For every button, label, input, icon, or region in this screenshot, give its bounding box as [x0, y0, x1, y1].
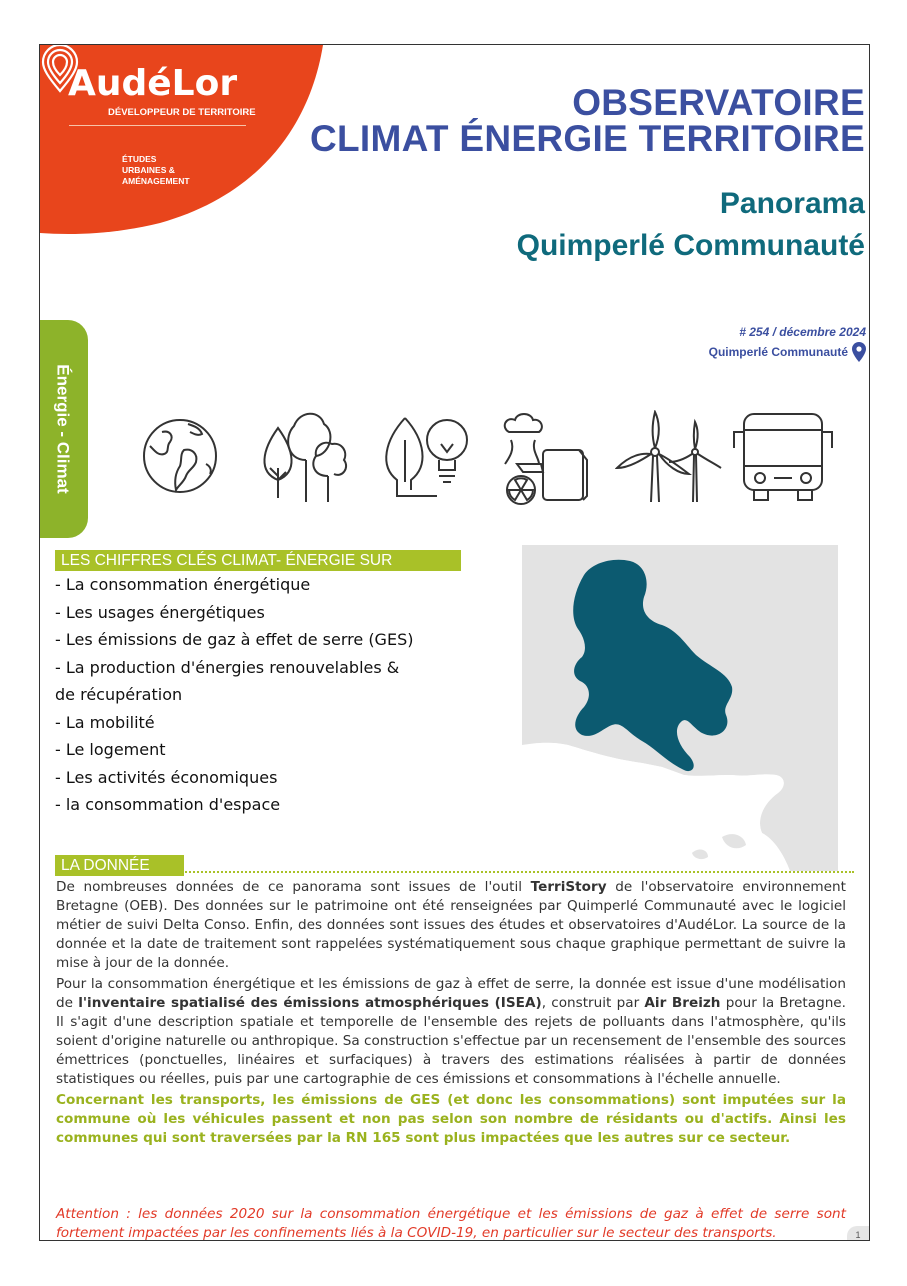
trees-icon	[250, 410, 360, 505]
brand-divider	[69, 125, 246, 126]
paragraph-transport: Concernant les transports, les émissions de GES (et donc les consommations) sont imputées sur la commune où les véhicules passent et non pas selon son nombre de résidants ou d'actifs. Ainsi les communes qui sont traversées par la RN 165 sont plus impactées que les autres sur ce secteur.	[56, 1092, 846, 1146]
list-item: - Les activités économiques	[55, 767, 278, 787]
section-label-key-figures: LES CHIFFRES CLÉS CLIMAT- ÉNERGIE SUR	[55, 550, 461, 571]
list-item: - Le logement	[55, 740, 166, 759]
etudes-logo-icon	[40, 45, 80, 93]
list-item: - Les émissions de gaz à effet de serre (GES)	[55, 630, 414, 649]
issue-info	[709, 322, 866, 362]
audelor-logo: AudéLor	[68, 63, 238, 104]
theme-tab-label: Énergie - Climat	[54, 364, 74, 494]
subtitle-line-1: Panorama	[719, 187, 865, 220]
covid-warning-note: Attention : les données 2020 sur la consommation énergétique et les émissions de gaz à effet de serre sont fortement impactées par les confinements liés à la COVID-19, en particulier sur le secteur des transports.	[56, 1206, 846, 1241]
page-number: 1	[847, 1226, 869, 1241]
page	[39, 44, 870, 1241]
paragraph-sources: De nombreuses données de ce panorama sont issues de l'outil TerriStory de l'observatoire environnement Bretagne (OEB). Des données sur le patrimoine ont été renseignées par Quimperlé Communauté avec le logiciel métier de suivi Delta Conso. Enfin, des données sont issues des études et observatoires d'AudéLor. La source de la donnée et la date de traitement sont rappelées systématiquement sous chaque graphique permettant de suivre la mise à jour de la donnée.	[56, 879, 846, 971]
brand-header	[40, 45, 323, 235]
list-item: - Les usages énergétiques	[55, 602, 265, 622]
list-item: - la consommation d'espace	[55, 795, 281, 814]
key-figures-list	[55, 571, 475, 819]
issue-place	[709, 342, 866, 362]
map-pin-icon	[852, 342, 866, 362]
theme-tab	[39, 320, 88, 538]
theme-icons-row	[140, 410, 840, 505]
title-line-1: OBSERVATOIRE	[572, 82, 865, 123]
subtitle-line-2: Quimperlé Communauté	[516, 229, 865, 262]
brand-unit-name: ÉTUDES URBAINES & AMÉNAGEMENT	[122, 154, 190, 186]
leaf-bulb-icon	[375, 410, 475, 505]
issue-place-label: Quimperlé Communauté	[708, 345, 848, 359]
page-title	[310, 82, 865, 159]
page-subtitle	[517, 183, 865, 267]
list-item: - La production d'énergies renouvelables &	[55, 657, 400, 677]
list-item: - La mobilité	[55, 712, 155, 732]
paragraph-isea: Pour la consommation énergétique et les émissions de gaz à effet de serre, la donnée est issue d'une modélisation de l'inventaire spatialisé des émissions atmosphériques (ISEA), construit par Air Breizh pour la Bretagne. Il s'agit d'une description spatiale et temporelle de l'ensemble des rejets de polluants dans l'atmosphère, qu'ils soient d'origine naturelle ou anthropique. Sa construction s'effectue par un recensement de l'ensemble des sources émettrices (ponctuelles, linéaires et surfaciques) à travers des estimations réalisées à partir de données statistiques ou réelles, puis par une cartographie de ces émissions et consommations à l'échelle annuelle.	[56, 976, 846, 1087]
list-item: - La consommation énergétique	[55, 575, 311, 594]
bus-icon	[730, 410, 840, 505]
brand-tagline: DÉVELOPPEUR DE TERRITOIRE	[108, 107, 256, 118]
issue-number: # 254 / décembre 2024	[739, 325, 866, 339]
title-line-2: CLIMAT ÉNERGIE TERRITOIRE	[310, 118, 865, 159]
section-divider-dotted	[174, 871, 854, 873]
list-item: de récupération	[55, 685, 183, 704]
nuclear-factory-icon	[495, 410, 605, 505]
territory-map	[522, 545, 838, 871]
section-label-data: LA DONNÉE	[55, 855, 184, 876]
wind-turbine-icon	[615, 410, 725, 505]
data-description	[56, 878, 846, 1150]
globe-icon	[140, 410, 220, 500]
